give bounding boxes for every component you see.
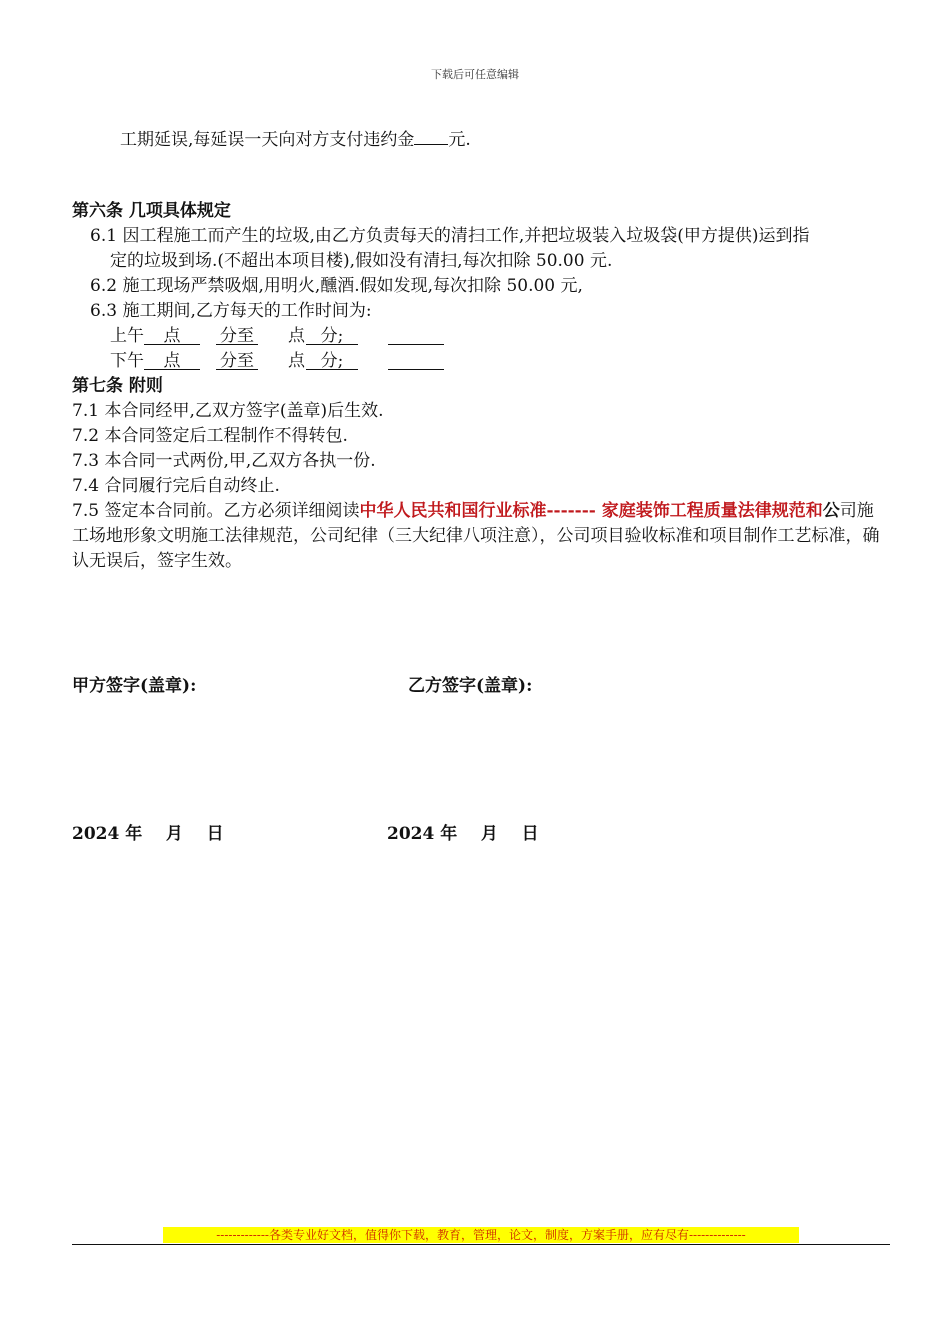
morning-end-minute[interactable]: 分; <box>306 324 358 345</box>
article7-item5-standard: 中华人民共和国行业标准------- 家庭装饰工程质量法律规范和 <box>359 501 823 521</box>
article6-item1-line2: 定的垃圾到场.(不超出本项目楼),假如没有清扫,每次扣除 50.00 元. <box>110 251 613 271</box>
party-a-signature-label: 甲方签字(盖章): <box>72 676 197 696</box>
delay-clause-text: 工期延误,每延误一天向对方支付违约金 <box>120 130 415 150</box>
afternoon-end-hour: 点 <box>288 351 305 371</box>
page-header-note: 下载后可任意编辑 <box>431 68 519 81</box>
article6-title: 第六条 几项具体规定 <box>72 201 231 221</box>
article6-item3: 6.3 施工期间,乙方每天的工作时间为: <box>90 301 372 321</box>
afternoon-start-minute[interactable]: 分至 <box>216 349 258 370</box>
morning-end-hour: 点 <box>288 326 305 346</box>
article7-title: 第七条 附则 <box>72 376 163 396</box>
footer-divider <box>72 1244 890 1245</box>
morning-label: 上午 <box>110 326 144 346</box>
party-b-date: 2024 年 月 日 <box>387 824 539 844</box>
morning-start-hour[interactable]: 点 <box>144 324 200 345</box>
schedule-afternoon <box>110 349 450 374</box>
afternoon-extra-blank[interactable] <box>388 349 444 370</box>
article7-item5-bold: 公 <box>822 501 840 521</box>
afternoon-label: 下午 <box>110 351 144 371</box>
article6-item1-line1: 6.1 因工程施工而产生的垃圾,由乙方负责每天的清扫工作,并把垃圾装入垃圾袋(甲方提供)运到指 <box>90 226 810 246</box>
delay-clause <box>120 124 471 153</box>
afternoon-end-minute[interactable]: 分; <box>306 349 358 370</box>
article7-item5 <box>72 499 890 574</box>
morning-extra-blank[interactable] <box>388 324 444 345</box>
article6-item2: 6.2 施工现场严禁吸烟,用明火,醺酒.假如发现,每次扣除 50.00 元, <box>90 276 583 296</box>
party-a-date: 2024 年 月 日 <box>72 824 224 844</box>
article7-item5-rest: 司施工场地形象文明施工法律规范，公司纪律（三大纪律八项注意），公司项目验收标准和项目制作工艺标准，确认无误后，签字生效。 <box>72 501 880 571</box>
article7-item1: 7.1 本合同经甲,乙双方签字(盖章)后生效. <box>72 401 384 421</box>
penalty-amount-blank[interactable] <box>414 124 448 145</box>
article7-item2: 7.2 本合同签定后工程制作不得转包. <box>72 426 348 446</box>
article7-item5-prefix: 7.5 签定本合同前。乙方必须详细阅读 <box>72 501 360 521</box>
article7-item3: 7.3 本合同一式两份,甲,乙双方各执一份. <box>72 451 376 471</box>
schedule-morning <box>110 324 450 349</box>
afternoon-start-hour[interactable]: 点 <box>144 349 200 370</box>
delay-clause-unit: 元. <box>448 130 471 150</box>
article7-item4: 7.4 合同履行完后自动终止. <box>72 476 280 496</box>
footer-banner: -------------各类专业好文档，值得你下载，教育，管理，论文，制度，方案手册，应有尽有-------------- <box>163 1227 799 1243</box>
party-b-signature-label: 乙方签字(盖章): <box>408 676 533 696</box>
morning-start-minute[interactable]: 分至 <box>216 324 258 345</box>
